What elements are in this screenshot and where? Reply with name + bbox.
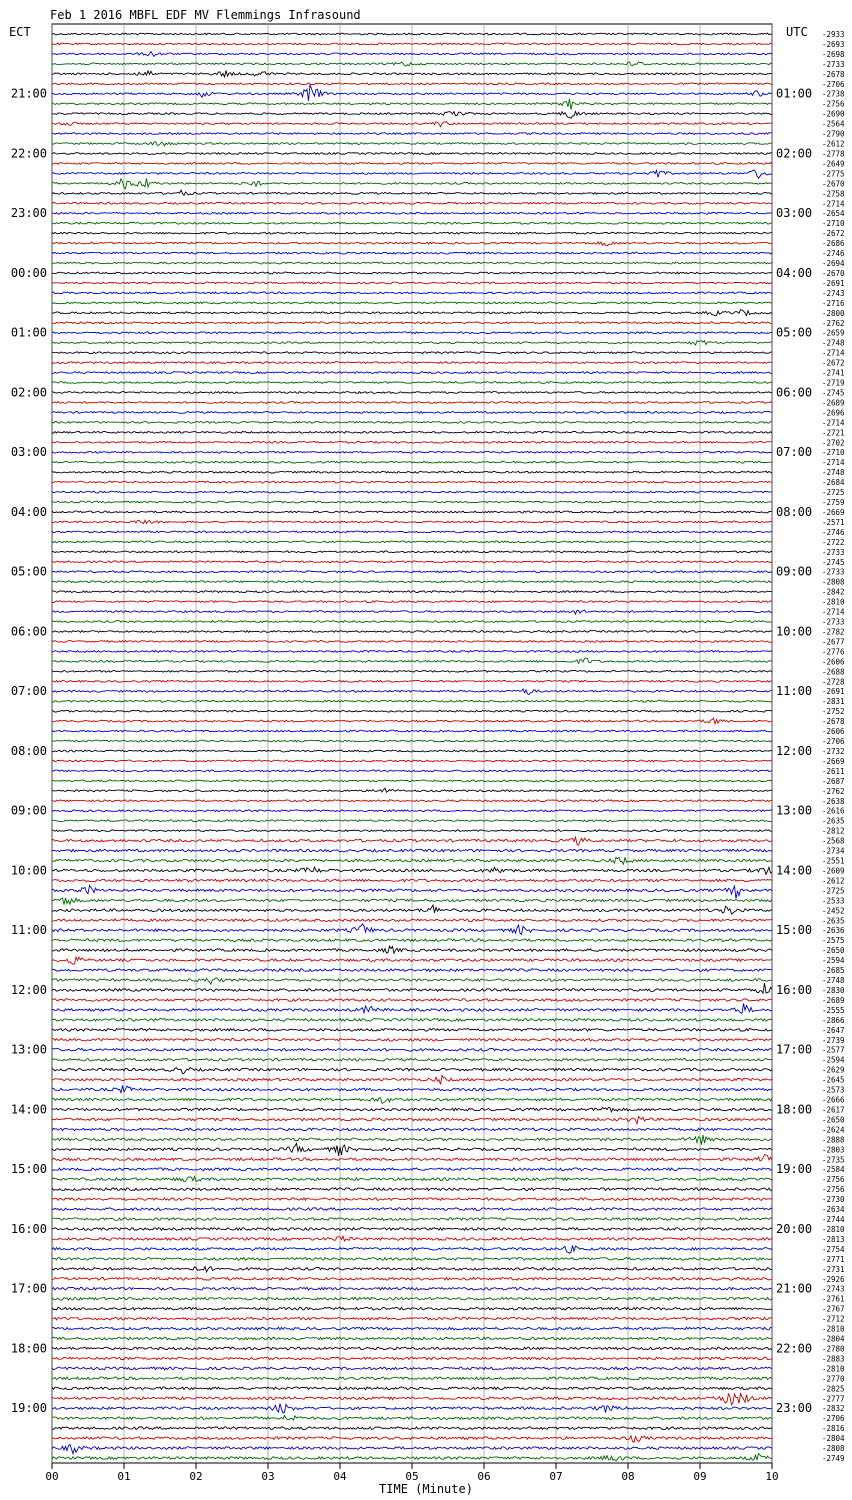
trace-offset-label: -2611	[822, 766, 845, 776]
left-hour-label: 17:00	[10, 1281, 47, 1296]
x-axis-label: TIME (Minute)	[379, 1482, 473, 1496]
trace-offset-label: -2634	[822, 1205, 845, 1215]
trace-offset-label: -2612	[822, 139, 845, 149]
trace-offset-label: -2710	[822, 448, 845, 458]
trace-offset-label: -2926	[822, 1274, 845, 1284]
trace-offset-label: -2689	[822, 995, 845, 1005]
trace-offset-label: -2690	[822, 109, 845, 119]
left-hour-label: 18:00	[10, 1341, 47, 1356]
trace-offset-label: -2725	[822, 886, 845, 896]
right-hour-label: 05:00	[776, 325, 813, 340]
trace-offset-label: -2650	[822, 1115, 845, 1125]
trace-offset-label: -2748	[822, 976, 845, 986]
trace-offset-label: -2745	[822, 388, 845, 398]
trace-offset-label: -2666	[822, 1095, 845, 1105]
trace-offset-label: -2684	[822, 478, 845, 488]
left-hour-label: 22:00	[10, 146, 47, 161]
trace-offset-label: -2831	[822, 697, 845, 707]
x-tick-label: 00	[45, 1470, 59, 1483]
trace-offset-label: -2594	[822, 1055, 845, 1065]
trace-offset-label: -2733	[822, 567, 845, 577]
trace-offset-label: -2533	[822, 896, 845, 906]
trace-offset-label: -2731	[822, 1264, 845, 1274]
trace-offset-label: -2810	[822, 1324, 845, 1334]
right-hour-label: 10:00	[776, 624, 813, 639]
trace-offset-label: -2710	[822, 219, 845, 229]
trace-offset-label: -2698	[822, 49, 845, 59]
trace-offset-label: -2696	[822, 408, 845, 418]
trace-offset-label: -2714	[822, 607, 845, 617]
trace-offset-label: -2810	[822, 597, 845, 607]
trace-offset-label: -2725	[822, 488, 845, 498]
trace-offset-label: -2800	[822, 308, 845, 318]
trace-offset-label: -2759	[822, 498, 845, 508]
trace-offset-label: -2650	[822, 946, 845, 956]
trace-offset-label: -2748	[822, 338, 845, 348]
trace-offset-label: -2778	[822, 149, 845, 159]
trace-offset-label: -2659	[822, 328, 845, 338]
left-hour-label: 13:00	[10, 1042, 47, 1057]
trace-offset-label: -2741	[822, 368, 845, 378]
trace-offset-label: -2689	[822, 398, 845, 408]
trace-offset-label: -2635	[822, 816, 845, 826]
trace-offset-label: -2606	[822, 657, 845, 667]
right-hour-label: 14:00	[776, 863, 813, 878]
trace-offset-label: -2624	[822, 1125, 845, 1135]
right-hour-label: 17:00	[776, 1042, 813, 1057]
trace-offset-label: -2762	[822, 786, 845, 796]
left-hour-label: 08:00	[10, 743, 47, 758]
trace-offset-label: -2719	[822, 378, 845, 388]
left-hour-label: 19:00	[10, 1401, 47, 1416]
left-hour-label: 11:00	[10, 923, 47, 938]
trace-offset-label: -2728	[822, 677, 845, 687]
trace-offset-label: -2866	[822, 1015, 845, 1025]
x-tick-label: 06	[477, 1470, 491, 1483]
trace-offset-label: -2571	[822, 517, 845, 527]
right-hour-label: 22:00	[776, 1341, 813, 1356]
x-tick-label: 05	[405, 1470, 419, 1483]
x-tick-label: 10	[765, 1470, 779, 1483]
trace-offset-label: -2746	[822, 527, 845, 537]
trace-offset-label: -2771	[822, 1254, 845, 1264]
trace-offset-label: -2616	[822, 806, 845, 816]
right-hour-label: 16:00	[776, 982, 813, 997]
trace-offset-label: -2883	[822, 1354, 845, 1364]
trace-offset-label: -2672	[822, 229, 845, 239]
trace-offset-label: -2734	[822, 846, 845, 856]
right-hour-label: 12:00	[776, 743, 813, 758]
trace-offset-label: -2762	[822, 318, 845, 328]
trace-offset-label: -2555	[822, 1005, 845, 1015]
trace-offset-label: -2706	[822, 1414, 845, 1424]
trace-offset-label: -2691	[822, 687, 845, 697]
trace-offset-label: -2714	[822, 458, 845, 468]
left-hour-label: 01:00	[10, 325, 47, 340]
trace-offset-label: -2808	[822, 577, 845, 587]
trace-offset-label: -2733	[822, 59, 845, 69]
right-timezone-label: UTC	[786, 25, 808, 39]
trace-offset-label: -2693	[822, 39, 845, 49]
trace-offset-label: -2609	[822, 866, 845, 876]
trace-offset-label: -2577	[822, 1045, 845, 1055]
left-hour-label: 06:00	[10, 624, 47, 639]
left-hour-label: 07:00	[10, 684, 47, 699]
trace-offset-label: -2777	[822, 1394, 845, 1404]
trace-offset-label: -2647	[822, 1025, 845, 1035]
trace-offset-label: -2677	[822, 637, 845, 647]
trace-offset-label: -2687	[822, 776, 845, 786]
trace-offset-label: -2654	[822, 209, 845, 219]
x-tick-label: 03	[261, 1470, 275, 1483]
trace-offset-label: -2733	[822, 547, 845, 557]
trace-offset-label: -2756	[822, 1175, 845, 1185]
trace-offset-label: -2573	[822, 1085, 845, 1095]
trace-offset-label: -2767	[822, 1304, 845, 1314]
trace-offset-label: -2745	[822, 557, 845, 567]
trace-offset-label: -2606	[822, 727, 845, 737]
trace-offset-label: -2810	[822, 1224, 845, 1234]
trace-offset-label: -2730	[822, 1195, 845, 1205]
trace-offset-label: -2735	[822, 1155, 845, 1165]
trace-offset-label: -2669	[822, 756, 845, 766]
trace-offset-label: -2594	[822, 956, 845, 966]
trace-offset-label: -2816	[822, 1424, 845, 1434]
trace-offset-label: -2712	[822, 1314, 845, 1324]
trace-offset-label: -2564	[822, 119, 845, 129]
left-hour-label: 00:00	[10, 265, 47, 280]
trace-offset-label: -2743	[822, 1284, 845, 1294]
trace-offset-label: -2638	[822, 796, 845, 806]
trace-offset-label: -2756	[822, 1185, 845, 1195]
x-tick-label: 02	[189, 1470, 203, 1483]
trace-offset-label: -2733	[822, 617, 845, 627]
trace-offset-label: -2716	[822, 298, 845, 308]
trace-offset-label: -2782	[822, 627, 845, 637]
left-timezone-label: ECT	[9, 25, 31, 39]
left-hour-label: 05:00	[10, 564, 47, 579]
trace-offset-label: -2670	[822, 179, 845, 189]
right-hour-label: 03:00	[776, 206, 813, 221]
x-tick-label: 07	[549, 1470, 563, 1483]
right-hour-label: 02:00	[776, 146, 813, 161]
trace-offset-label: -2743	[822, 288, 845, 298]
trace-offset-label: -2714	[822, 418, 845, 428]
trace-offset-label: -2744	[822, 1215, 845, 1225]
trace-offset-label: -2678	[822, 69, 845, 79]
trace-offset-label: -2691	[822, 278, 845, 288]
trace-offset-label: -2830	[822, 985, 845, 995]
trace-offset-label: -2832	[822, 1404, 845, 1414]
left-hour-label: 03:00	[10, 445, 47, 460]
trace-offset-label: -2761	[822, 1294, 845, 1304]
right-hour-label: 01:00	[776, 86, 813, 101]
trace-offset-label: -2714	[822, 199, 845, 209]
trace-offset-label: -2825	[822, 1384, 845, 1394]
left-hour-label: 23:00	[10, 206, 47, 221]
trace-offset-label: -2678	[822, 717, 845, 727]
x-tick-label: 09	[693, 1470, 707, 1483]
trace-offset-label: -2584	[822, 1165, 845, 1175]
trace-offset-label: -2645	[822, 1075, 845, 1085]
right-hour-label: 20:00	[776, 1221, 813, 1236]
trace-offset-label: -2748	[822, 468, 845, 478]
left-hour-label: 12:00	[10, 982, 47, 997]
trace-offset-label: -2649	[822, 159, 845, 169]
trace-offset-label: -2756	[822, 99, 845, 109]
trace-offset-label: -2790	[822, 129, 845, 139]
left-hour-label: 14:00	[10, 1102, 47, 1117]
trace-offset-label: -2842	[822, 587, 845, 597]
trace-offset-label: -2636	[822, 926, 845, 936]
trace-offset-label: -2551	[822, 856, 845, 866]
trace-offset-label: -2568	[822, 836, 845, 846]
trace-offset-label: -2686	[822, 239, 845, 249]
left-hour-label: 15:00	[10, 1162, 47, 1177]
right-hour-label: 23:00	[776, 1401, 813, 1416]
trace-offset-label: -2722	[822, 537, 845, 547]
trace-offset-label: -2746	[822, 249, 845, 259]
x-tick-label: 04	[333, 1470, 347, 1483]
trace-offset-label: -2804	[822, 1434, 845, 1444]
right-hour-label: 19:00	[776, 1162, 813, 1177]
trace-offset-label: -2612	[822, 876, 845, 886]
right-hour-label: 15:00	[776, 923, 813, 938]
right-hour-label: 21:00	[776, 1281, 813, 1296]
trace-offset-label: -2635	[822, 916, 845, 926]
trace-offset-label: -2808	[822, 1444, 845, 1454]
trace-offset-label: -2706	[822, 79, 845, 89]
trace-offset-label: -2812	[822, 826, 845, 836]
trace-offset-label: -2810	[822, 1364, 845, 1374]
trace-offset-label: -2702	[822, 438, 845, 448]
trace-offset-label: -2669	[822, 507, 845, 517]
left-hour-label: 02:00	[10, 385, 47, 400]
trace-offset-label: -2706	[822, 737, 845, 747]
right-hour-label: 06:00	[776, 385, 813, 400]
trace-offset-label: -2672	[822, 358, 845, 368]
trace-offset-label: -2670	[822, 268, 845, 278]
left-hour-label: 09:00	[10, 803, 47, 818]
left-hour-label: 04:00	[10, 504, 47, 519]
right-hour-label: 18:00	[776, 1102, 813, 1117]
trace-offset-label: -2752	[822, 707, 845, 717]
trace-offset-label: -2780	[822, 1344, 845, 1354]
trace-offset-label: -2575	[822, 936, 845, 946]
left-hour-label: 10:00	[10, 863, 47, 878]
left-hour-label: 16:00	[10, 1221, 47, 1236]
trace-offset-label: -2629	[822, 1065, 845, 1075]
x-tick-label: 08	[621, 1470, 635, 1483]
right-hour-label: 09:00	[776, 564, 813, 579]
right-hour-label: 07:00	[776, 445, 813, 460]
left-hour-label: 21:00	[10, 86, 47, 101]
trace-offset-label: -2933	[822, 29, 845, 39]
trace-offset-label: -2694	[822, 259, 845, 269]
trace-offset-label: -2775	[822, 169, 845, 179]
trace-offset-label: -2776	[822, 647, 845, 657]
trace-offset-label: -2714	[822, 348, 845, 358]
trace-offset-label: -2749	[822, 1454, 845, 1464]
trace-offset-label: -2732	[822, 746, 845, 756]
trace-offset-label: -2803	[822, 1145, 845, 1155]
trace-offset-label: -2738	[822, 89, 845, 99]
right-hour-label: 04:00	[776, 265, 813, 280]
trace-offset-label: -2721	[822, 428, 845, 438]
x-tick-label: 01	[117, 1470, 131, 1483]
trace-offset-label: -2617	[822, 1105, 845, 1115]
chart-title: Feb 1 2016 MBFL EDF MV Flemmings Infrasound	[50, 8, 361, 22]
trace-offset-label: -2754	[822, 1244, 845, 1254]
trace-offset-label: -2685	[822, 966, 845, 976]
trace-offset-label: -2688	[822, 667, 845, 677]
right-hour-label: 13:00	[776, 803, 813, 818]
trace-offset-label: -2804	[822, 1334, 845, 1344]
right-hour-label: 08:00	[776, 504, 813, 519]
trace-offset-label: -2813	[822, 1234, 845, 1244]
trace-offset-label: -2452	[822, 906, 845, 916]
trace-offset-label: -2758	[822, 189, 845, 199]
trace-offset-label: -2888	[822, 1135, 845, 1145]
trace-offset-label: -2739	[822, 1035, 845, 1045]
right-hour-label: 11:00	[776, 684, 813, 699]
trace-offset-label: -2770	[822, 1374, 845, 1384]
